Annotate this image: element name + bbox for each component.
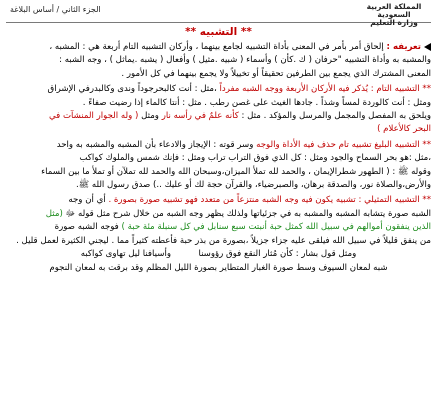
representative-line-1	[6, 194, 431, 207]
eloquent-line-3: وقوله ﷺ : ( الطهور شطرالإيمان ، والحمد لله تملأ الميزان،وسبحان الله والحمد لله تملآن أو تملأ ما بين السماء	[41, 166, 431, 177]
eloquent-line-1-rest: وسر قوته : الإيجاز والادعاء بأن المشبه والمشبه به واحد	[56, 139, 257, 150]
logo-line-2: وزارة التعليم	[370, 18, 418, 27]
complete-line-3-start: ويلحق به المفصل والمجمل والمرسل والمؤكد . مثل :	[238, 111, 431, 122]
complete-line-3-mid: ومثل	[138, 111, 162, 122]
triangle-bullet-icon	[424, 43, 431, 51]
representative-line-6: شبه لمعان السيوف وسط صورة الغبار المتطاير بصورة الليل المظلم وقد برقت به لمعان النجوم	[49, 262, 388, 273]
poem-hemistich-1: ومثل قول بشار : كأن مُثار النقع فوق رؤوسنا	[198, 249, 357, 260]
representative-verse: الذين ينفقون أموالهم في سبيل الله كمثل حبة أنبتت سبع سنابل في كل سنبلة مئة حبة )	[121, 222, 431, 233]
ministry-logo	[359, 3, 429, 27]
definition-text-1: إلحاق أمر بأمر في المعنى بأداة التشبيه لجامع بينهما ، وأركان التشبيه التام أربعة هي : المشبه ،	[49, 42, 384, 52]
eloquent-line-4: والأرض،والصلاة نور، والصدقة برهان، والصبرضياء، والقرآن حجة لك أو عليك ..) صدق رسول الله ﷺ.	[76, 180, 431, 191]
eloquent-line-1	[6, 139, 431, 152]
representative-line-2	[6, 208, 431, 221]
definition-line-3: المعنى المشترك الذي يجمع بين الطرفين تحقيقاً أو تخييلاً ولا يجمع بينهما في كل الأمور .	[121, 68, 431, 79]
eloquent-line-2: ،مثل :هو بحر السماح والجود ومثل : كل الذي فوق التراب تراب ومثل : فإنك شمس والملوك كواكب	[79, 153, 431, 164]
complete-line-4: البحر كالأعلام )	[377, 124, 431, 135]
logo-line-1: المملكة العربية السعودية	[366, 2, 422, 19]
representative-line-1-rest: أي أن وجه	[68, 195, 109, 206]
representative-line-4: من ينفق قليلاً في سبيل الله فيلقى عليه جزاء جزيلاً ،بصورة من بذر حبة فأعطته كثيراً مما . ليجني الكثيرة لعمل قليل .	[16, 235, 431, 246]
complete-example-1: ،مثل : أنت كالبحرجوداً وندى وكالبدرفي الإشراق	[47, 84, 220, 95]
representative-line-3	[6, 221, 431, 234]
representative-poem-line	[6, 248, 431, 261]
poem-hemistich-2: وأسيافنا ليل تهاوى كواكبه	[80, 249, 171, 260]
complete-line-1	[6, 83, 431, 96]
definition-line-2: والمشبه به وأداة التشبيه "حرفان ( ك .كأن ) وأسماء ( شبيه .مثيل ) وأفعال ( يشبه .يماثل ) ، وجه الشبه :	[59, 55, 431, 66]
definition-line-1	[6, 41, 431, 54]
representative-label: ** التشبيه التمثيلي : تشبيه يكون فيه وجه الشبه منتزعاً من متعدد فهو تشبيه صورة بصورة .	[108, 195, 431, 206]
complete-quote-fire: كأنه علمٌ في رأسه نار	[161, 111, 239, 122]
page-header	[6, 2, 431, 27]
complete-quote-ships: ( وله الجوار المنشآت في	[48, 111, 139, 122]
representative-verse-start: (مثل	[45, 208, 63, 219]
definition-label: تعريفه :	[386, 42, 421, 52]
lesson-title: ** التشبيه **	[185, 26, 252, 38]
eloquent-label: ** التشبيه البليغ تشبيه تام حذف فيه الأداة والوجه	[256, 139, 431, 150]
representative-line-3-rest: فوجه الشبه صورة	[54, 222, 122, 233]
complete-label: ** التشبيه التام : يُذكر فيه الأركان الأربعة ووجه الشبه مفرداً	[219, 84, 431, 95]
complete-line-2: ومثل : أنت كالوردة لمساً وشذاً . جادها الغيث على غصن رطب . مثل : أنتا كالماء إذا رضيت صفاءً .	[82, 97, 431, 108]
representative-line-2-text: الشبه صورة يتشابه المشبه والمشبه به في جزئياتها ولذلك يظهر وجه الشبه من خلال شرح مثل قوله ﷻ	[62, 208, 431, 219]
part-label: الجزء الثاني / أساس البلاغة	[10, 5, 101, 14]
complete-line-3	[6, 110, 431, 123]
